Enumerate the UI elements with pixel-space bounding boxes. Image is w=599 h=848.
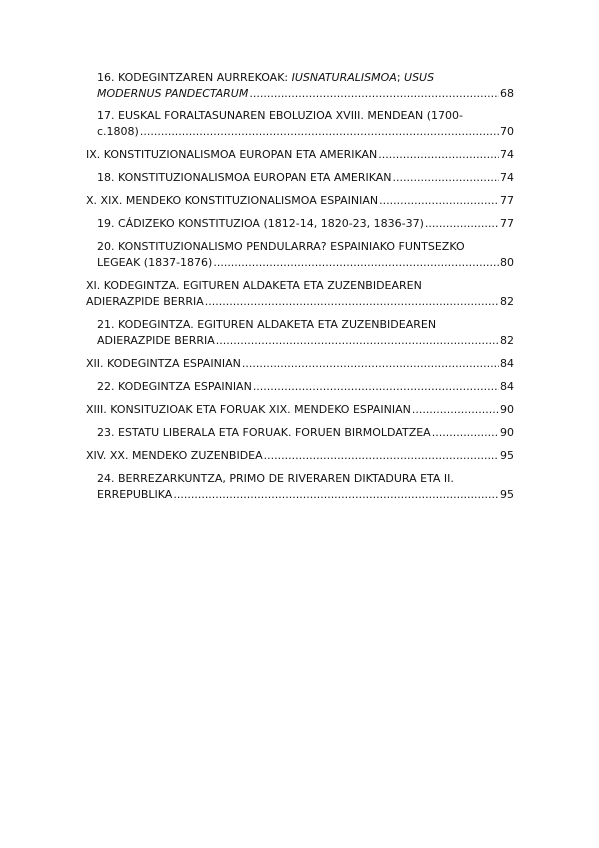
toc-page-number: 77 bbox=[500, 217, 514, 230]
toc-page-number: 82 bbox=[500, 295, 514, 308]
toc-entry-text: ERREPUBLIKA bbox=[97, 488, 173, 501]
toc-page-number: 95 bbox=[500, 449, 514, 462]
dot-leader bbox=[213, 255, 499, 271]
dot-leader bbox=[412, 402, 499, 418]
toc-entry-text: 18. KONSTITUZIONALISMOA EUROPAN ETA AMERIKAN bbox=[97, 171, 392, 184]
toc-entry-20[interactable] bbox=[97, 239, 514, 271]
toc-entry-text: 17. EUSKAL FORALTASUNAREN EBOLUZIOA XVIII. MENDEAN (1700- bbox=[97, 109, 464, 122]
toc-entry-text: 22. KODEGINTZA ESPAINIAN bbox=[97, 380, 252, 393]
toc-page-number: 74 bbox=[500, 171, 514, 184]
toc-page-number: 82 bbox=[500, 334, 514, 347]
toc-entry-text: XIII. KONSITUZIOAK ETA FORUAK XIX. MENDEKO ESPAINIAN bbox=[86, 403, 411, 416]
dot-leader bbox=[425, 216, 499, 232]
toc-page-number: 74 bbox=[500, 148, 514, 161]
toc-page-number: 68 bbox=[500, 87, 514, 100]
dot-leader bbox=[378, 147, 499, 163]
toc-entry-17[interactable] bbox=[97, 108, 514, 140]
toc-entry-text: XIV. XX. MENDEKO ZUZENBIDEA bbox=[86, 449, 263, 462]
dot-leader bbox=[140, 124, 499, 140]
toc-entry-italic-text: IUSNATURALISMOA bbox=[291, 71, 397, 84]
toc-entry-part-xiii[interactable] bbox=[86, 402, 514, 418]
toc-page-number: 77 bbox=[500, 194, 514, 207]
toc-entry-text: 24. BERREZARKUNTZA, PRIMO DE RIVERAREN DIKTADURA ETA II. bbox=[97, 472, 454, 485]
table-of-contents bbox=[86, 70, 514, 503]
toc-entry-text: 20. KONSTITUZIONALISMO PENDULARRA? ESPAINIAKO FUNTSEZKO bbox=[97, 240, 465, 253]
toc-entry-part-ix[interactable] bbox=[86, 147, 514, 163]
toc-page-number: 90 bbox=[500, 403, 514, 416]
toc-entry-text: 23. ESTATU LIBERALA ETA FORUAK. FORUEN BIRMOLDATZEA bbox=[97, 426, 431, 439]
toc-entry-text: XI. KODEGINTZA. EGITUREN ALDAKETA ETA ZUZENBIDEAREN bbox=[86, 279, 422, 292]
toc-entry-19[interactable] bbox=[97, 216, 514, 232]
toc-entry-21[interactable] bbox=[97, 317, 514, 349]
toc-page-number: 84 bbox=[500, 357, 514, 370]
toc-entry-22[interactable] bbox=[97, 379, 514, 395]
toc-page-number: 84 bbox=[500, 380, 514, 393]
toc-entry-text: LEGEAK (1837-1876) bbox=[97, 256, 213, 269]
toc-entry-italic-text: USUS bbox=[404, 71, 435, 84]
toc-entry-24[interactable] bbox=[97, 471, 514, 503]
toc-entry-text: ADIERAZPIDE BERRIA bbox=[86, 295, 204, 308]
dot-leader bbox=[264, 448, 499, 464]
dot-leader bbox=[216, 333, 499, 349]
toc-entry-text: ADIERAZPIDE BERRIA bbox=[97, 334, 215, 347]
toc-entry-18[interactable] bbox=[97, 170, 514, 186]
toc-entry-text: ; bbox=[396, 71, 405, 84]
dot-leader bbox=[205, 294, 499, 310]
dot-leader bbox=[253, 379, 499, 395]
toc-entry-23[interactable] bbox=[97, 425, 514, 441]
toc-page-number: 80 bbox=[500, 256, 514, 269]
toc-entry-part-xi[interactable] bbox=[86, 278, 514, 310]
toc-entry-part-xiv[interactable] bbox=[86, 448, 514, 464]
dot-leader bbox=[173, 487, 499, 503]
toc-entry-text: X. XIX. MENDEKO KONSTITUZIONALISMOA ESPAINIAN bbox=[86, 194, 379, 207]
dot-leader bbox=[432, 425, 499, 441]
toc-entry-part-xii[interactable] bbox=[86, 356, 514, 372]
toc-entry-text: c.1808) bbox=[97, 125, 139, 138]
dot-leader bbox=[392, 170, 499, 186]
toc-page-number: 70 bbox=[500, 125, 514, 138]
toc-entry-part-x[interactable] bbox=[86, 193, 514, 209]
toc-entry-text: IX. KONSTITUZIONALISMOA EUROPAN ETA AMERIKAN bbox=[86, 148, 378, 161]
toc-page-number: 90 bbox=[500, 426, 514, 439]
toc-entry-text: 21. KODEGINTZA. EGITUREN ALDAKETA ETA ZUZENBIDEAREN bbox=[97, 318, 437, 331]
toc-entry-text: 19. CÁDIZEKO KONSTITUZIOA (1812-14, 1820-23, 1836-37) bbox=[97, 217, 424, 230]
dot-leader bbox=[379, 193, 499, 209]
dot-leader bbox=[242, 356, 499, 372]
toc-page-number: 95 bbox=[500, 488, 514, 501]
toc-entry-text: XII. KODEGINTZA ESPAINIAN bbox=[86, 357, 241, 370]
toc-entry-italic-text: MODERNUS PANDECTARUM bbox=[97, 87, 249, 100]
dot-leader bbox=[249, 86, 499, 102]
toc-entry-16[interactable] bbox=[97, 70, 514, 102]
toc-entry-text: 16. KODEGINTZAREN AURREKOAK: bbox=[97, 71, 292, 84]
